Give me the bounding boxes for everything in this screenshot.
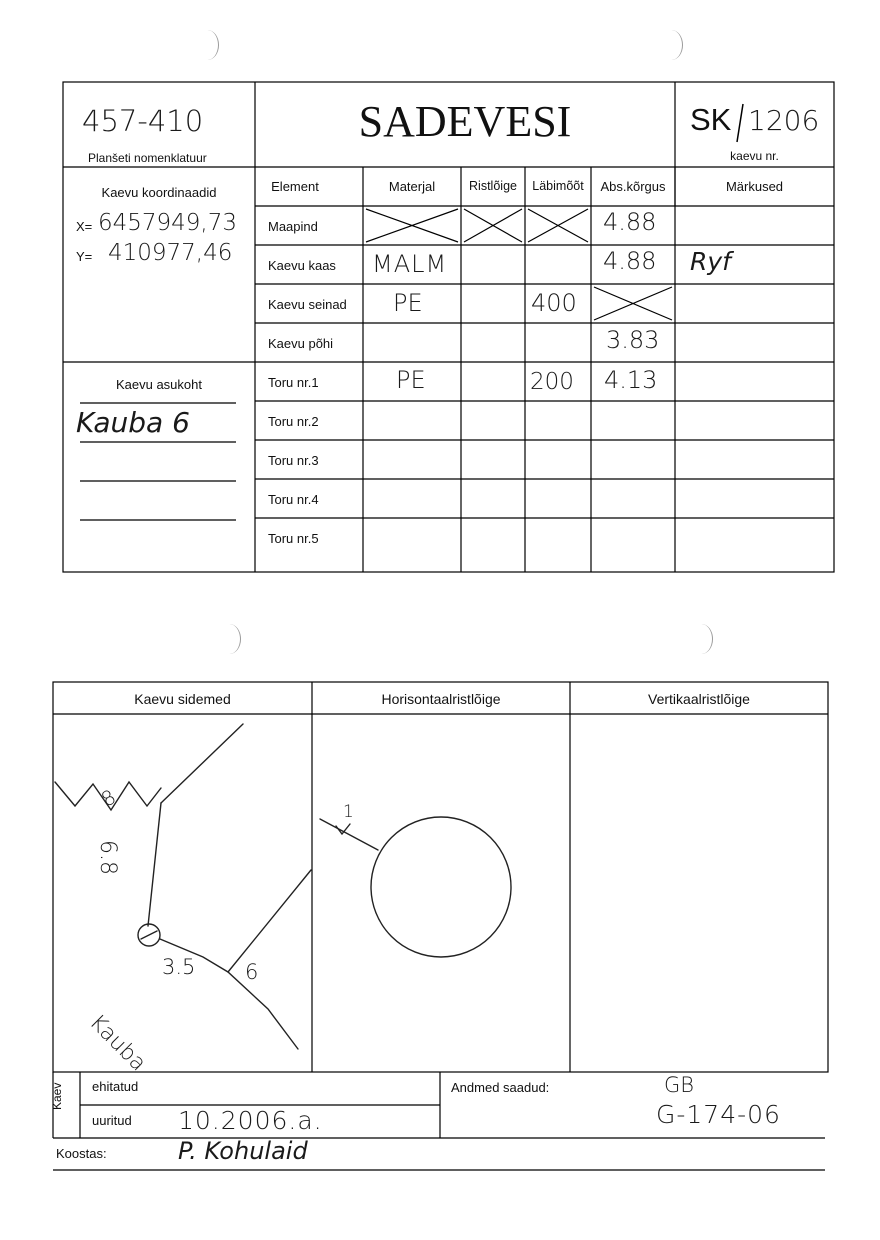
sketch-annotation: 3.5 bbox=[162, 955, 196, 979]
prepared-label: Koostas: bbox=[56, 1146, 107, 1161]
x-label: X= bbox=[76, 219, 93, 234]
row-element-label: Toru nr.2 bbox=[268, 414, 319, 429]
distance-line-side bbox=[228, 870, 311, 972]
diameter-value: 400 bbox=[531, 289, 577, 317]
location-value: Kauba 6 bbox=[76, 406, 190, 439]
building-edge-line bbox=[161, 724, 243, 803]
header-diameter: Läbimõõt bbox=[532, 179, 584, 193]
material-value: PE bbox=[396, 366, 426, 394]
diameter-value: 200 bbox=[530, 369, 574, 395]
data-source-value: GB bbox=[664, 1073, 695, 1097]
data-source-value: G-174-06 bbox=[656, 1100, 781, 1129]
coords-label: Kaevu koordinaadid bbox=[101, 185, 217, 200]
street-annotation: Kauba bbox=[84, 1010, 151, 1077]
sketch-annotation: 6.8 bbox=[95, 840, 120, 875]
row-element-label: Toru nr.4 bbox=[268, 492, 319, 507]
prepared-signature: P. Kohulaid bbox=[178, 1137, 308, 1165]
sketch-annotation: 8 bbox=[96, 784, 120, 812]
data-source-label: Andmed saadud: bbox=[451, 1080, 550, 1095]
header-cross-section: Ristlõige bbox=[469, 179, 517, 193]
kaev-label: Kaev bbox=[50, 1082, 64, 1110]
well-number-value: 1206 bbox=[748, 104, 820, 137]
notes-value: Ryf bbox=[690, 247, 731, 276]
location-label: Kaevu asukoht bbox=[115, 377, 202, 392]
row-element-label: Toru nr.1 bbox=[268, 375, 319, 390]
form-grid-lines bbox=[0, 0, 880, 600]
row-element-label: Kaevu põhi bbox=[268, 336, 334, 351]
page-title: SADEVESI bbox=[358, 97, 572, 146]
y-coordinate-value: 410977,46 bbox=[108, 240, 233, 266]
row-element-label: Kaevu seinad bbox=[268, 297, 347, 312]
header-abs-height: Abs.kõrgus bbox=[600, 179, 666, 194]
row-element-label: Toru nr.3 bbox=[268, 453, 319, 468]
distance-line-north bbox=[148, 803, 161, 926]
sketch-col-label: Kaevu sidemed bbox=[134, 691, 231, 707]
abs-height-value: 4.88 bbox=[603, 247, 657, 275]
sketch-col-label: Vertikaalristlõige bbox=[648, 691, 750, 707]
punch-hole-mark bbox=[690, 624, 713, 654]
abs-height-value: 3.83 bbox=[606, 326, 660, 354]
surveyed-label: uuritud bbox=[92, 1113, 132, 1128]
well-number-label: kaevu nr. bbox=[730, 149, 779, 163]
horizontal-section-drawing bbox=[312, 714, 570, 1072]
header-notes: Märkused bbox=[725, 179, 784, 194]
material-value: MALM bbox=[372, 250, 448, 278]
sketch-annotation: 6 bbox=[245, 960, 259, 984]
well-circle bbox=[371, 817, 511, 957]
row-element-label: Kaevu kaas bbox=[268, 258, 336, 273]
punch-hole-mark bbox=[218, 624, 241, 654]
row-element-label: Toru nr.5 bbox=[268, 531, 319, 546]
pipe-1-line bbox=[320, 819, 378, 850]
x-coordinate-value: 6457949,73 bbox=[98, 210, 238, 236]
nomenclature-label: Planšeti nomenklatuur bbox=[88, 151, 207, 165]
header-element: Element bbox=[271, 179, 319, 194]
pipe-number-annotation: 1 bbox=[343, 802, 354, 822]
header-material: Materjal bbox=[388, 179, 436, 194]
well-prefix: SK bbox=[690, 102, 732, 137]
y-label: Y= bbox=[76, 249, 93, 264]
abs-height-value: 4.88 bbox=[603, 208, 657, 236]
abs-height-value: 4.13 bbox=[604, 366, 658, 394]
nomenclature-value: 457-410 bbox=[82, 104, 204, 138]
sketch-col-label: Horisontaalristlõige bbox=[381, 691, 501, 707]
material-value: PE bbox=[393, 289, 423, 317]
surveyed-value: 10.2006.a. bbox=[178, 1106, 323, 1135]
row-element-label: Maapind bbox=[268, 219, 318, 234]
built-label: ehitatud bbox=[92, 1079, 139, 1094]
